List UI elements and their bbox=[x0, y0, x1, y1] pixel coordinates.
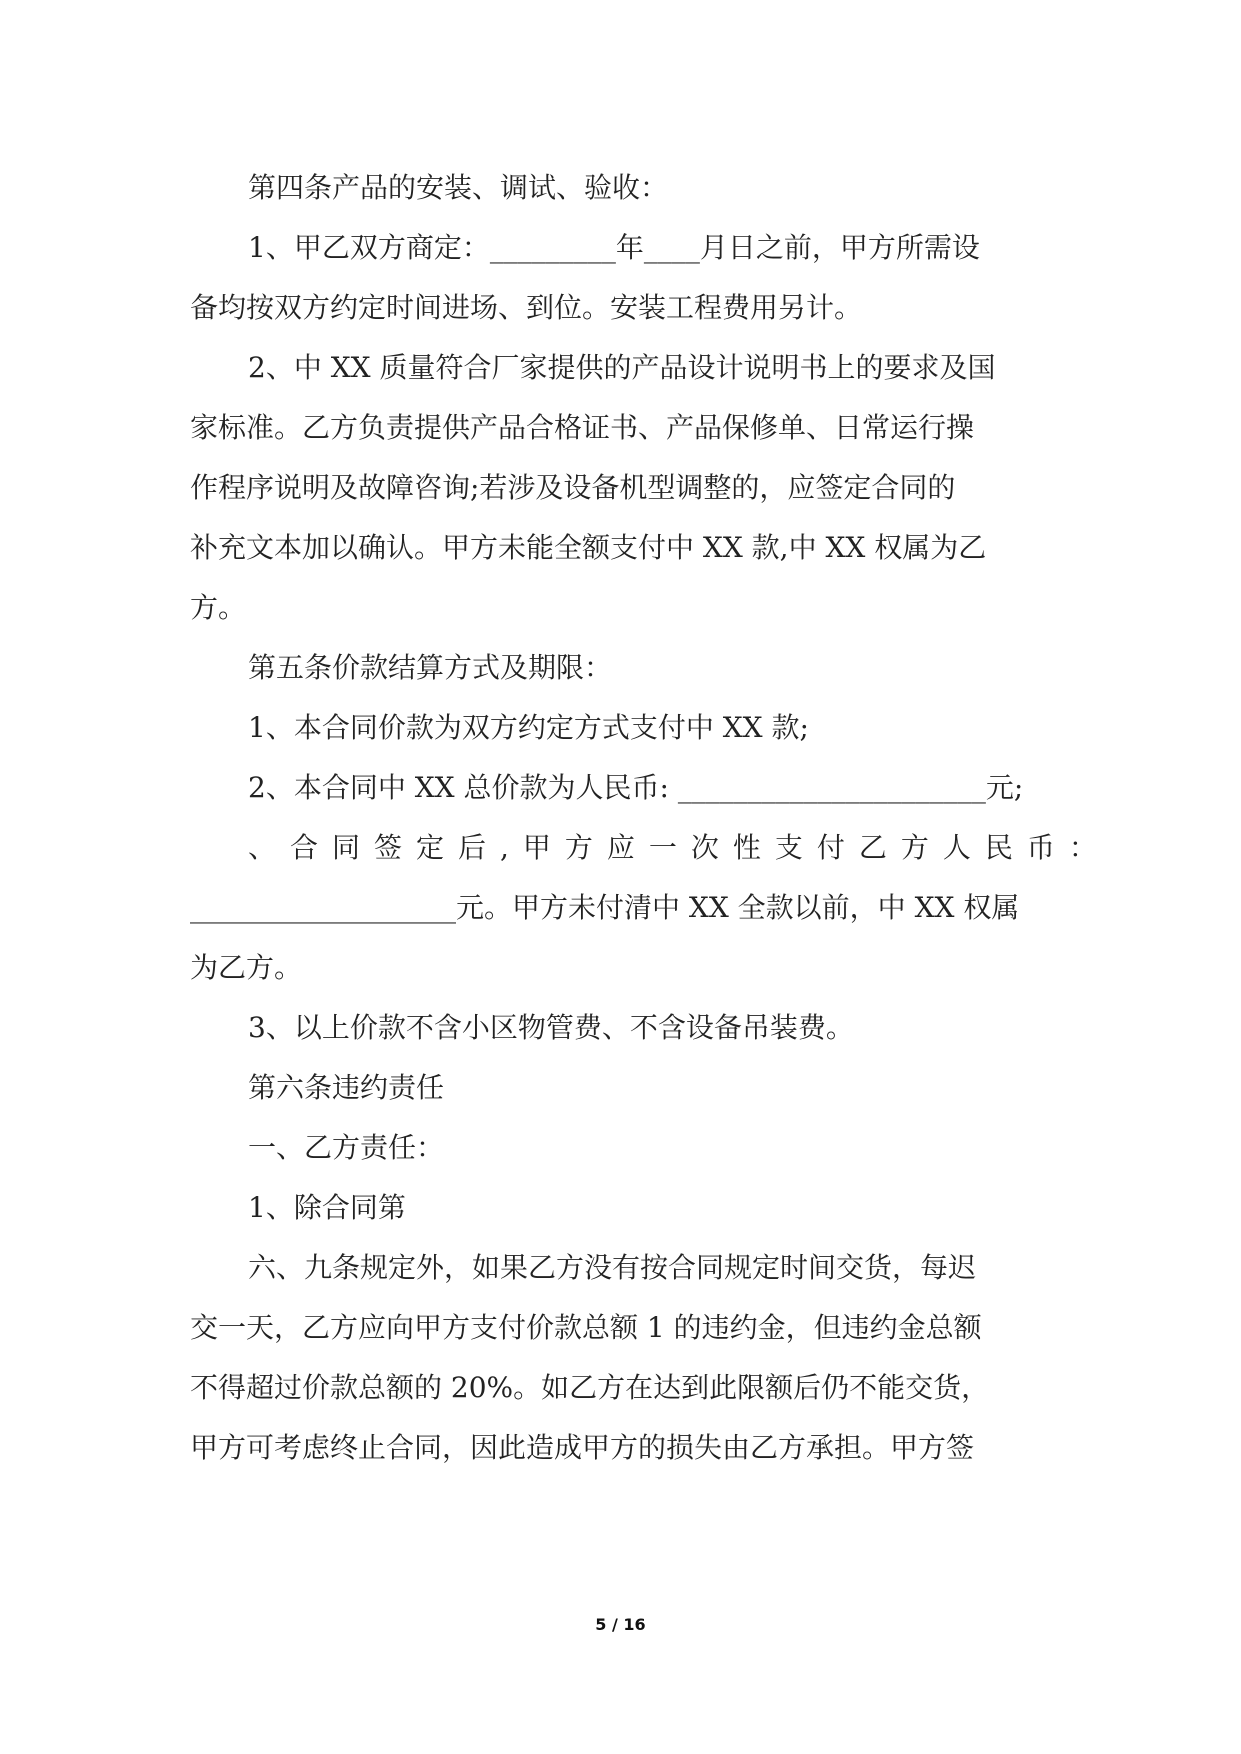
article-4-item-2-line-2: 家标准。乙方负责提供产品合格证书、产品保修单、日常运行操 bbox=[190, 411, 975, 444]
article-6-paragraph-line-1: 六、九条规定外，如果乙方没有按合同规定时间交货，每迟 bbox=[248, 1251, 977, 1284]
article-5-subitem-line-2: ___________________元。甲方未付清中 XX 全款以前，中 XX 权属 bbox=[190, 891, 1020, 924]
article-6-paragraph-line-2: 交一天，乙方应向甲方支付价款总额 1 的违约金，但违约金总额 bbox=[190, 1311, 982, 1344]
article-4-item-2-line-3: 作程序说明及故障咨询;若涉及设备机型调整的，应签定合同的 bbox=[190, 471, 956, 504]
article-4-item-2-line-5: 方。 bbox=[190, 591, 247, 624]
article-6-paragraph-line-4: 甲方可考虑终止合同，因此造成甲方的损失由乙方承担。甲方签 bbox=[190, 1431, 975, 1464]
article-5-subitem-line-1: 、合同签定后,甲方应一次性支付乙方人民币： bbox=[248, 831, 1111, 864]
article-6-heading: 第六条违约责任 bbox=[248, 1071, 445, 1104]
article-6-item-1: 1、除合同第 bbox=[248, 1191, 406, 1224]
document-body bbox=[190, 158, 1111, 1478]
page-number: 5 / 16 bbox=[595, 1615, 646, 1634]
article-6-section-1-heading: 一、乙方责任： bbox=[248, 1131, 445, 1164]
article-6-paragraph-line-3: 不得超过价款总额的 20%。如乙方在达到此限额后仍不能交货， bbox=[190, 1371, 990, 1404]
article-4-item-1-line-2: 备均按双方约定时间进场、到位。安装工程费用另计。 bbox=[190, 291, 863, 324]
article-4-item-2-line-4: 补充文本加以确认。甲方未能全额支付中 XX 款,中 XX 权属为乙 bbox=[190, 531, 987, 564]
article-5-heading: 第五条价款结算方式及期限： bbox=[248, 651, 613, 684]
article-5-item-3: 3、以上价款不含小区物管费、不含设备吊装费。 bbox=[248, 1011, 854, 1044]
article-4-heading: 第四条产品的安装、调试、验收： bbox=[248, 171, 669, 204]
article-5-item-1: 1、本合同价款为双方约定方式支付中 XX 款; bbox=[248, 711, 809, 744]
article-4-item-1-line-1: 1、甲乙双方商定：_________年____月日之前，甲方所需设 bbox=[248, 231, 980, 264]
article-5-item-2: 2、本合同中 XX 总价款为人民币: ______________________元; bbox=[248, 771, 1024, 804]
article-4-item-2-line-1: 2、中 XX 质量符合厂家提供的产品设计说明书上的要求及国 bbox=[248, 351, 996, 384]
article-5-subitem-line-3: 为乙方。 bbox=[190, 951, 303, 984]
